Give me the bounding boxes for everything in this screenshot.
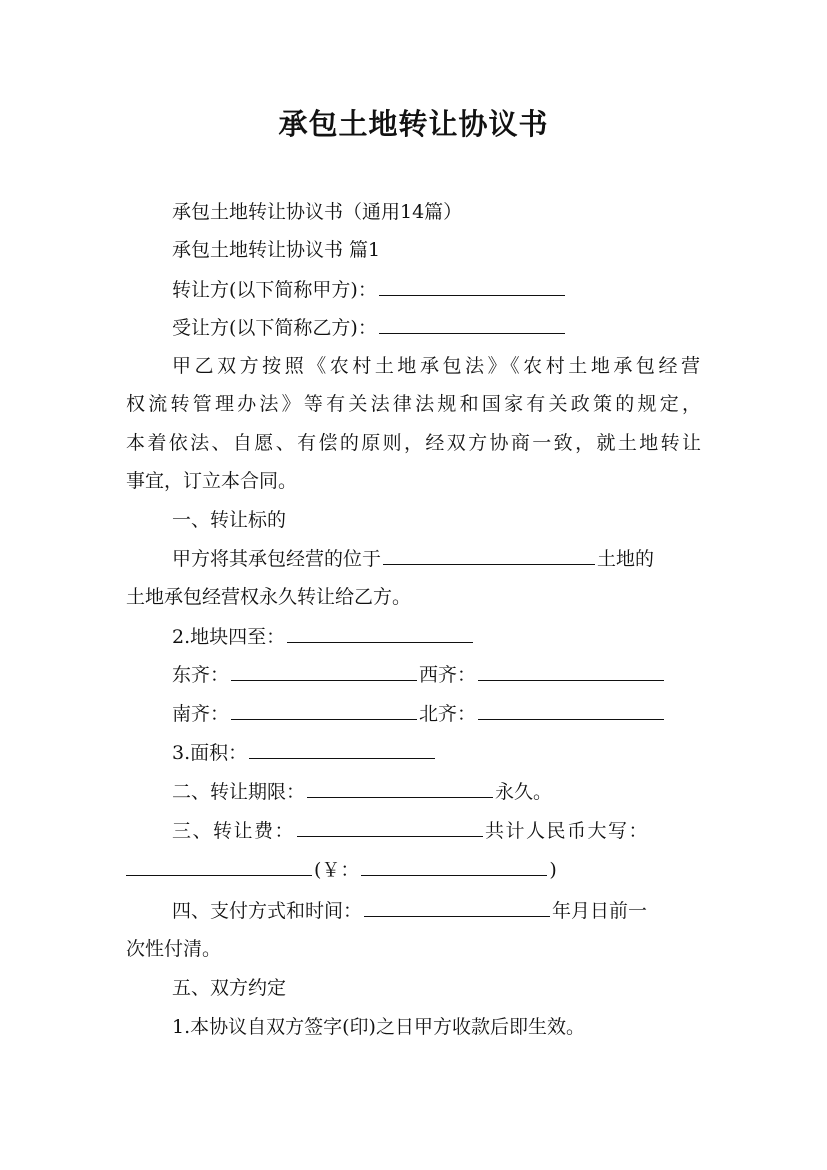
area-label: 3.面积： [172,742,248,764]
fee-yuan-blank[interactable] [361,857,547,876]
south-label: 南齐： [172,703,230,725]
fee-amount-line [126,857,557,882]
location-label: 甲方将其承包经营的位于 [172,548,382,570]
west-blank[interactable] [478,662,664,681]
clause-one: 1.本协议自双方签字(印)之日甲方收款后即生效。 [172,1016,585,1038]
transferor-line [172,277,567,302]
payment-label: 四、支付方式和时间： [172,900,363,922]
boundaries-line [172,624,475,649]
area-blank[interactable] [249,740,435,759]
paragraph-line: 权流转管理办法》等有关法律法规和国家有关政策的规定， [126,393,701,415]
fee-close: ) [549,859,557,881]
paragraph-line: 本着依法、自愿、有偿的原则，经双方协商一致，就土地转让 [126,432,701,454]
term-line [172,779,552,804]
fee-words-blank[interactable] [126,857,312,876]
transferor-blank[interactable] [379,277,565,296]
boundaries-blank[interactable] [287,624,473,643]
fee-yuan-label: (￥： [314,859,360,881]
west-label: 西齐： [419,664,477,686]
document-title: 承包土地转让协议书 [278,107,549,141]
section-heading: 承包土地转让协议书 篇1 [172,239,381,261]
fee-line [172,818,649,843]
section-one-heading: 一、转让标的 [172,509,287,531]
payment-suffix: 年月日前一 [552,900,648,922]
paragraph-line: 甲乙双方按照《农村土地承包法》《农村土地承包经营 [172,355,700,377]
transferee-label: 受让方(以下简称乙方)： [172,317,377,339]
transferee-blank[interactable] [379,315,565,334]
north-label: 北齐： [419,703,477,725]
boundaries-label: 2.地块四至： [172,626,286,648]
area-line [172,740,437,765]
location-blank[interactable] [383,546,595,565]
east-label: 东齐： [172,664,230,686]
transferor-label: 转让方(以下简称甲方)： [172,279,377,301]
subtitle-line: 承包土地转让协议书（通用14篇） [172,201,463,223]
paragraph-line: 次性付清。 [126,938,222,960]
south-north-line [172,701,666,726]
term-blank[interactable] [307,779,493,798]
north-blank[interactable] [478,701,664,720]
payment-line [172,898,647,923]
term-label: 二、转让期限： [172,781,306,803]
south-blank[interactable] [231,701,417,720]
east-west-line [172,662,666,687]
east-blank[interactable] [231,662,417,681]
transferee-line [172,315,567,340]
payment-blank[interactable] [364,898,550,917]
paragraph-line: 事宜，订立本合同。 [126,470,298,492]
section-five-heading: 五、双方约定 [172,977,287,999]
fee-blank[interactable] [297,818,483,837]
paragraph-line: 土地承包经营权永久转让给乙方。 [126,586,412,608]
fee-label: 三、转让费： [172,820,296,842]
fee-suffix: 共计人民币大写： [485,820,650,842]
term-suffix: 永久。 [495,781,553,803]
location-suffix: 土地的 [597,548,655,570]
location-line [172,546,654,571]
